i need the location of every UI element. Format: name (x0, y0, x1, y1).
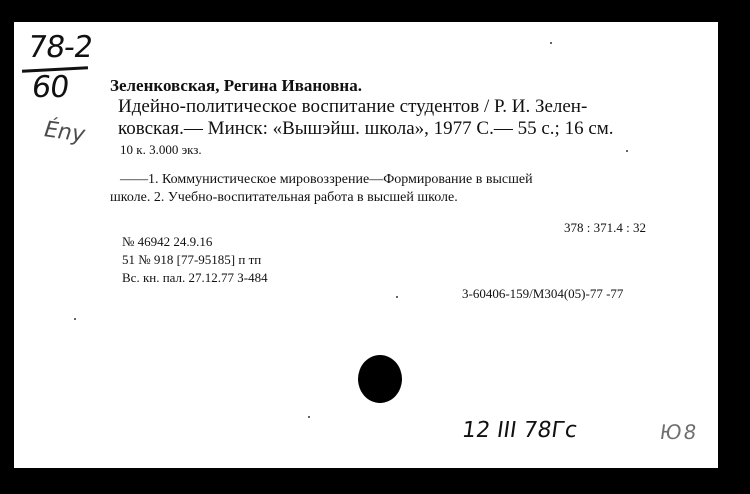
speck (74, 318, 76, 320)
print-run-note: 10 к. 3.000 экз. (120, 142, 202, 157)
speck (626, 150, 628, 152)
speck (308, 416, 310, 418)
received-date-stamp: 12 III 78Гс (460, 418, 579, 443)
stamp-mark: Ю8 (658, 420, 701, 444)
accession-line-2: 51 № 918 [77-95185] п тп (122, 252, 262, 267)
handwritten-note: Ény (40, 117, 89, 148)
title-line-1: Идейно-политическое воспитание студентов / Р. И. Зелен- (118, 96, 588, 117)
punch-hole (358, 355, 402, 403)
speck (396, 296, 398, 298)
catalog-code: 3-60406-159/М304(05)-77 -77 (462, 286, 624, 301)
subjects-line-1: ——1. Коммунистическое мировоззрение—Формирование в высшей (120, 172, 533, 187)
shelfmark-bottom: 60 (29, 70, 71, 105)
subjects-line-2: школе. 2. Учебно-воспитательная работа в высшей школе. (110, 190, 458, 205)
title-line-2: ковская.— Минск: «Вышэйш. школа», 1977 С.— 55 с.; 16 см. (118, 118, 614, 139)
accession-line-3: Вс. кн. пал. 27.12.77 З-484 (122, 270, 268, 285)
accession-line-1: № 46942 24.9.16 (122, 234, 213, 249)
author-heading: Зеленковская, Регина Ивановна. (110, 76, 362, 95)
shelfmark-top: 78-2 (25, 30, 95, 65)
udc-classification: 378 : 371.4 : 32 (564, 220, 646, 235)
catalog-card (14, 22, 718, 468)
speck (550, 42, 552, 44)
